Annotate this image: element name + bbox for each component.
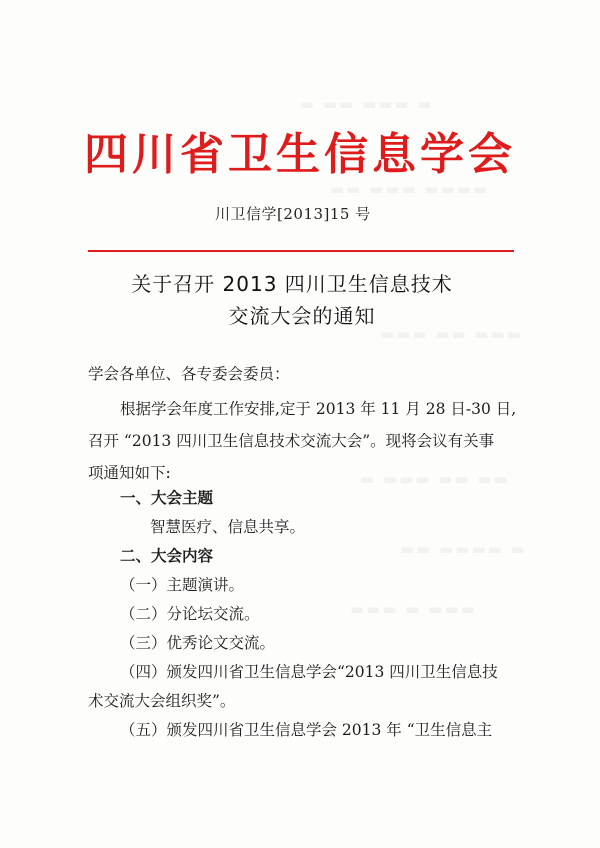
intro-paragraph-line: 项通知如下: (88, 464, 171, 482)
content-list-item: （二）分论坛交流。 (120, 605, 260, 623)
bleed-through-texture (330, 180, 489, 198)
content-list-item: （一）主题演讲。 (120, 576, 245, 594)
section-theme-content: 智慧医疗、信息共享。 (150, 518, 306, 536)
intro-paragraph-line: 根据学会年度工作安排,定于 2013 年 11 月 28 日-30 日, (120, 400, 517, 418)
bleed-through-texture (350, 600, 477, 618)
salutation: 学会各单位、各专委会委员： (88, 365, 290, 383)
content-list-item: （五）颁发四川省卫生信息学会 2013 年 “卫生信息主 (120, 721, 493, 739)
bleed-through-texture (360, 470, 510, 488)
organization-red-header: 四川省卫生信息学会 (84, 129, 516, 180)
bleed-through-texture (300, 95, 434, 113)
content-list-item: 术交流大会组织奖”。 (88, 692, 236, 710)
section-heading-theme: 一、大会主题 (120, 489, 214, 507)
intro-paragraph-line: 召开 “2013 四川卫生信息技术交流大会”。现将会议有关事 (88, 432, 495, 450)
section-heading-content: 二、大会内容 (120, 547, 214, 565)
document-number: 川卫信学[2013]15 号 (215, 205, 371, 223)
content-list-item: （三）优秀论文交流。 (120, 634, 276, 652)
red-separator-line (88, 250, 514, 252)
notice-title-line-2: 交流大会的通知 (228, 304, 376, 328)
content-list-item: （四）颁发四川省卫生信息学会“2013 四川卫生信息技 (120, 663, 498, 681)
bleed-through-texture (400, 540, 527, 558)
notice-title-line-1: 关于召开 2013 四川卫生信息技术 (131, 272, 453, 296)
